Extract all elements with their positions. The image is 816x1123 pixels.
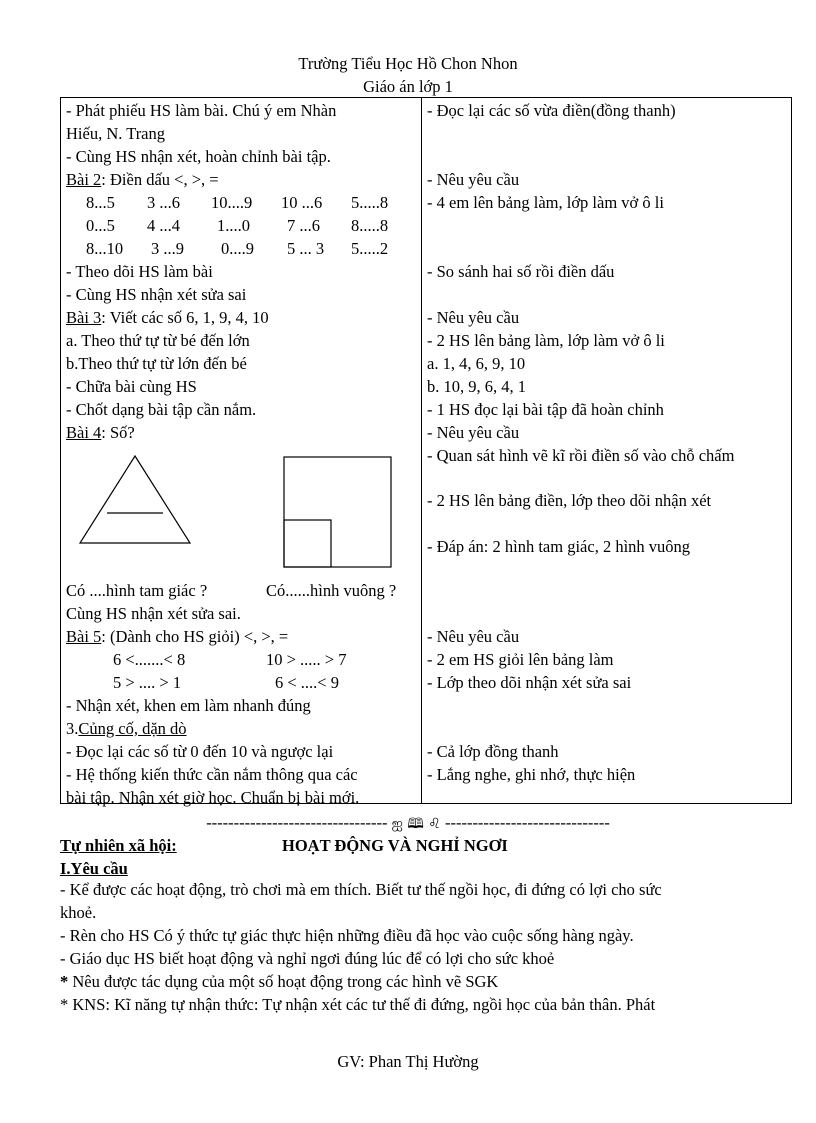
requirement-2: - Rèn cho HS Có ý thức tự giác thực hiện những điều đã học vào cuộc sống hàng ngày. [60,926,634,945]
right-line-11: - Quan sát hình vẽ kĩ rồi điền số vào chỗ chấm [427,446,735,465]
exercise-4-label: Bài 4 [66,423,102,442]
ex5-r2-a: 5 > .... > 1 [113,673,182,692]
ex5-r1-a: 6 <.......< 8 [113,650,186,669]
right-line-9: - 1 HS đọc lại bài tập đã hoàn chỉnh [427,400,664,419]
ex2-r1-c3: 10....9 [211,193,253,212]
exercise-3-heading [66,308,269,328]
left-line-1: - Phát phiếu HS làm bài. Chú ý em Nhàn [66,101,337,120]
left-line-2: Hiếu, N. Trang [66,124,166,143]
ex2-r3-c2: 3 ...9 [151,239,184,258]
right-line-1: - Đọc lại các số vừa điền(đồng thanh) [427,101,676,120]
exercise-3-text: : Viết các số 6, 1, 9, 4, 10 [101,308,269,327]
right-line-2: - Nêu yêu cầu [427,170,520,189]
right-line-12: - 2 HS lên bảng điền, lớp theo dõi nhận xét [427,491,712,510]
exercise-5-label: Bài 5 [66,627,102,646]
left-line-14: - Hệ thống kiến thức cần nắm thông qua các [66,765,358,784]
left-line-4: - Theo dõi HS làm bài [66,262,213,281]
ex2-r1-c1: 8...5 [86,193,115,212]
asterisk-bullet: * [60,972,69,991]
right-line-15: - 2 em HS giỏi lên bảng làm [427,650,614,669]
separator-dashes-right: ------------------------------ [444,813,610,832]
requirement-5: * KNS: Kĩ năng tự nhận thức: Tự nhận xét các tư thế đi đứng, ngồi học của bản thân. Phát [60,995,656,1014]
right-line-6: - 2 HS lên bảng làm, lớp làm vở ô li [427,331,665,350]
right-line-4: - So sánh hai số rồi điền dấu [427,262,615,281]
school-name: Trường Tiểu Học Hồ Chon Nhon [298,54,518,73]
lesson-table [60,97,792,807]
requirement-1: - Kể được các hoạt động, trò chơi mà em thích. Biết tư thế ngồi học, đi đứng có lợi cho sức [60,880,662,899]
section-separator [0,813,816,837]
left-line-10: Cùng HS nhận xét sửa sai. [66,604,241,623]
left-line-11: - Nhận xét, khen em làm nhanh đúng [66,696,311,715]
left-line-9: - Chốt dạng bài tập cần nắm. [66,400,257,419]
left-line-15: bài tập. Nhận xét giờ học. Chuẩn bị bài mới. [66,788,360,807]
ex2-r1-c4: 10 ...6 [281,193,323,212]
left-line-3: - Cùng HS nhận xét, hoàn chỉnh bài tập. [66,147,331,166]
lesson-plan-grade: Giáo án lớp 1 [363,77,453,96]
right-line-16: - Lớp theo dõi nhận xét sửa sai [427,673,632,692]
ex2-r3-c1: 8...10 [86,239,124,258]
ex2-r3-c3: 0....9 [221,239,254,258]
requirement-3: - Giáo dục HS biết hoạt động và nghỉ ngơi đúng lúc để có lợi cho sức khoẻ [60,949,555,968]
exercise-4-heading [66,423,135,443]
left-line-5: - Cùng HS nhận xét sửa sai [66,285,247,304]
requirement-4 [60,972,498,992]
exercise-2-label: Bài 2 [66,170,102,189]
square-figure [283,456,393,570]
exercise-5-heading [66,627,288,647]
ex2-r2-c1: 0...5 [86,216,115,235]
right-line-10: - Nêu yêu cầu [427,423,520,442]
left-line-13: - Đọc lại các số từ 0 đến 10 và ngược lại [66,742,334,761]
requirement-4-text: Nêu được tác dụng của một số hoạt động trong các hình vẽ SGK [72,972,499,991]
ex2-r2-c5: 8.....8 [351,216,389,235]
right-line-3: - 4 em lên bảng làm, lớp làm vở ô li [427,193,664,212]
ex2-r2-c2: 4 ...4 [147,216,180,235]
right-line-18: - Lắng nghe, ghi nhớ, thực hiện [427,765,636,784]
ornament-icon: ஐ 🕮 ♌ [391,816,441,832]
ex2-r2-c4: 7 ...6 [287,216,320,235]
ex2-r1-c5: 5.....8 [351,193,389,212]
ex2-r3-c5: 5.....2 [351,239,389,258]
consolidation-heading [66,719,187,739]
question-square: Có......hình vuông ? [266,581,397,600]
right-line-7: a. 1, 4, 6, 9, 10 [427,354,526,373]
column-divider [421,98,422,803]
lesson-title: HOẠT ĐỘNG VÀ NGHỈ NGƠI [282,836,508,855]
left-line-6: a. Theo thứ tự từ bé đến lớn [66,331,250,350]
ex5-r1-b: 10 > ..... > 7 [266,650,347,669]
ex2-r1-c2: 3 ...6 [147,193,180,212]
right-line-17: - Cả lớp đồng thanh [427,742,559,761]
exercise-4-text: : Số? [101,423,135,442]
exercise-3-label: Bài 3 [66,308,102,327]
right-line-5: - Nêu yêu cầu [427,308,520,327]
left-line-7: b.Theo thứ tự từ lớn đến bé [66,354,247,373]
exercise-5-text: : (Dành cho HS giỏi) <, >, = [101,627,289,646]
ex5-r2-b: 6 < ....< 9 [275,673,339,692]
ex2-r3-c4: 5 ... 3 [287,239,325,258]
left-line-8: - Chữa bài cùng HS [66,377,197,396]
consolidation-title: Củng cố, dặn dò [78,719,187,738]
triangle-figure [79,455,191,545]
subject-label: Tự nhiên xã hội: [60,836,177,855]
right-line-13: - Đáp án: 2 hình tam giác, 2 hình vuông [427,537,691,556]
consolidation-number: 3. [66,719,79,738]
requirements-heading: I.Yêu cầu [60,859,128,878]
ex2-r2-c3: 1....0 [217,216,250,235]
requirement-1-cont: khoẻ. [60,903,97,922]
separator-dashes-left: --------------------------------- [206,813,388,832]
right-line-8: b. 10, 9, 6, 4, 1 [427,377,526,396]
question-triangle: Có ....hình tam giác ? [66,581,208,600]
exercise-2-text: : Điền dấu <, >, = [101,170,219,189]
exercise-2-heading [66,170,219,190]
right-line-14: - Nêu yêu cầu [427,627,520,646]
teacher-footer: GV: Phan Thị Hường [337,1052,479,1071]
